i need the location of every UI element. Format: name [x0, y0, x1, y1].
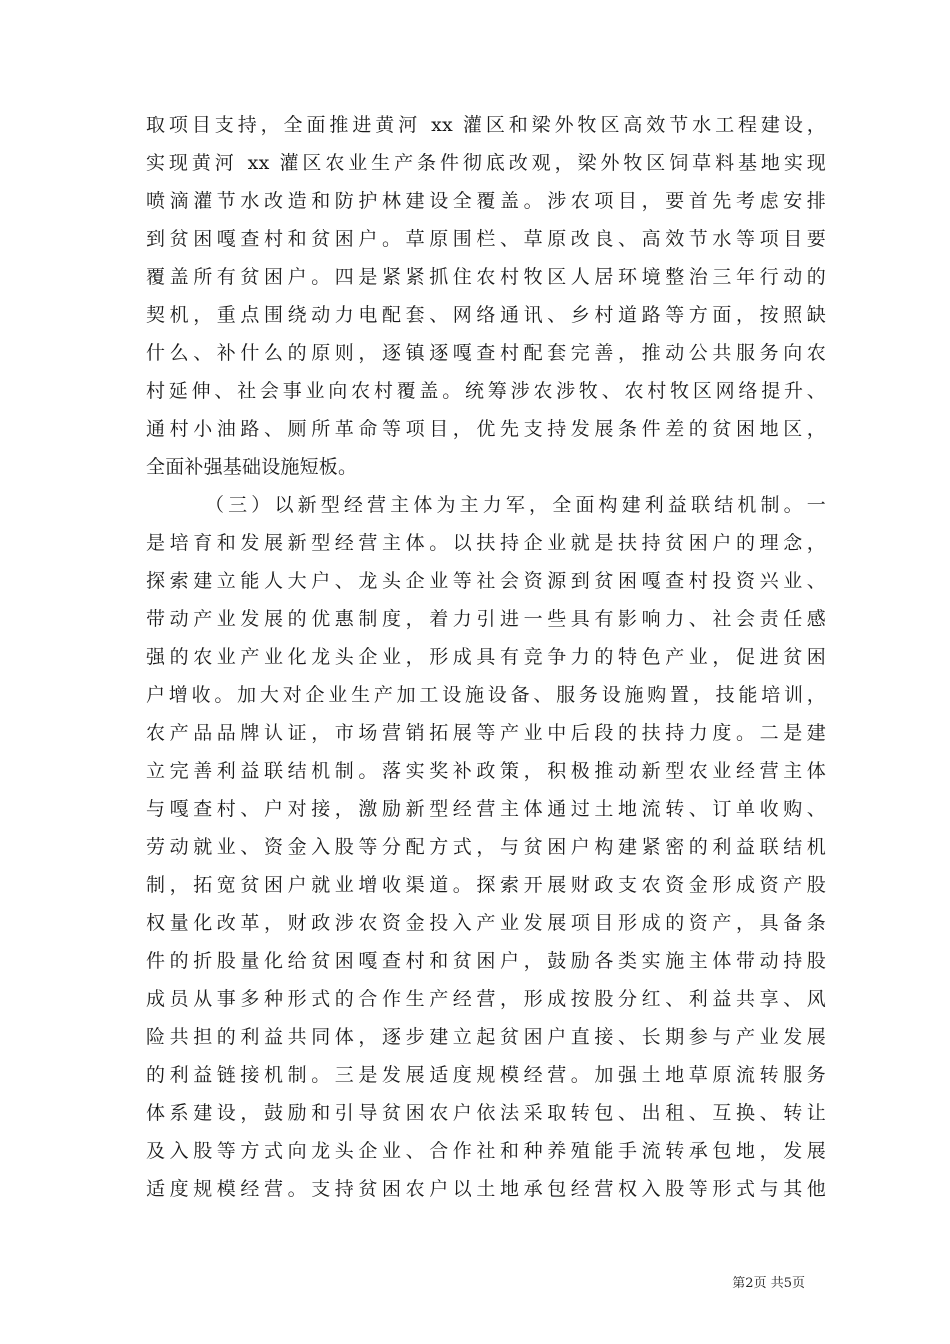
- text-line: 与嘎查村、户对接，激励新型经营主体通过土地流转、订单收购、: [146, 798, 826, 820]
- current-page-number: 2: [745, 1276, 754, 1291]
- text-line: 契机，重点围绕动力电配套、网络通讯、乡村道路等方面，按照缺: [146, 304, 826, 326]
- text-line: 全面补强基础设施短板。: [146, 456, 358, 478]
- text-line: 制，拓宽贫困户就业增收渠道。探索开展财政支农资金形成资产股: [146, 874, 826, 896]
- text-line: 通村小油路、厕所革命等项目，优先支持发展条件差的贫困地区，: [146, 418, 826, 440]
- text-line: 险共担的利益共同体，逐步建立起贫困户直接、长期参与产业发展: [146, 1026, 826, 1048]
- body-text: [146, 106, 826, 1208]
- text-line: 件的折股量化给贫困嘎查村和贫困户，鼓励各类实施主体带动持股: [146, 950, 826, 972]
- text-line: 什么、补什么的原则，逐镇逐嘎查村配套完善，推动公共服务向农: [146, 342, 826, 364]
- footer-suffix: 页: [791, 1276, 805, 1291]
- text-line: 是培育和发展新型经营主体。以扶持企业就是扶持贫困户的理念，: [146, 532, 826, 554]
- text-line: 立完善利益联结机制。落实奖补政策，积极推动新型农业经营主体: [146, 760, 826, 782]
- text-line: 村延伸、社会事业向农村覆盖。统筹涉农涉牧、农村牧区网络提升、: [146, 380, 826, 402]
- text-line: 覆盖所有贫困户。四是紧紧抓住农村牧区人居环境整治三年行动的: [146, 266, 826, 288]
- text-line: 的利益链接机制。三是发展适度规模经营。加强土地草原流转服务: [146, 1064, 826, 1086]
- text-line: 及入股等方式向龙头企业、合作社和种养殖能手流转承包地，发展: [146, 1140, 826, 1162]
- text-line: 体系建设，鼓励和引导贫困农户依法采取转包、出租、互换、转让: [146, 1102, 826, 1124]
- text-line: 喷滴灌节水改造和防护林建设全覆盖。涉农项目，要首先考虑安排: [146, 190, 826, 212]
- page-footer: [732, 1275, 805, 1293]
- text-line: 劳动就业、资金入股等分配方式，与贫困户构建紧密的利益联结机: [146, 836, 826, 858]
- footer-middle: 页 共: [753, 1276, 784, 1291]
- text-line: 户增收。加大对企业生产加工设施设备、服务设施购置，技能培训，: [146, 684, 826, 706]
- text-line: 到贫困嘎查村和贫困户。草原围栏、草原改良、高效节水等项目要: [146, 228, 826, 250]
- total-page-number: 5: [783, 1276, 792, 1291]
- text-line: 探索建立能人大户、龙头企业等社会资源到贫困嘎查村投资兴业、: [146, 570, 826, 592]
- text-line: 强的农业产业化龙头企业，形成具有竞争力的特色产业，促进贫困: [146, 646, 826, 668]
- text-line: 实现黄河 xx 灌区农业生产条件彻底改观，梁外牧区饲草料基地实现: [146, 152, 826, 174]
- section-heading-line: （三）以新型经营主体为主力军，全面构建利益联结机制。一: [205, 494, 826, 516]
- text-line: 带动产业发展的优惠制度，着力引进一些具有影响力、社会责任感: [146, 608, 826, 630]
- footer-prefix: 第: [732, 1276, 746, 1291]
- text-line: 取项目支持，全面推进黄河 xx 灌区和梁外牧区高效节水工程建设，: [146, 114, 826, 136]
- text-line: 适度规模经营。支持贫困农户以土地承包经营权入股等形式与其他: [146, 1178, 826, 1200]
- text-line: 成员从事多种形式的合作生产经营，形成按股分红、利益共享、风: [146, 988, 826, 1010]
- text-line: 权量化改革，财政涉农资金投入产业发展项目形成的资产，具备条: [146, 912, 826, 934]
- text-line: 农产品品牌认证，市场营销拓展等产业中后段的扶持力度。二是建: [146, 722, 826, 744]
